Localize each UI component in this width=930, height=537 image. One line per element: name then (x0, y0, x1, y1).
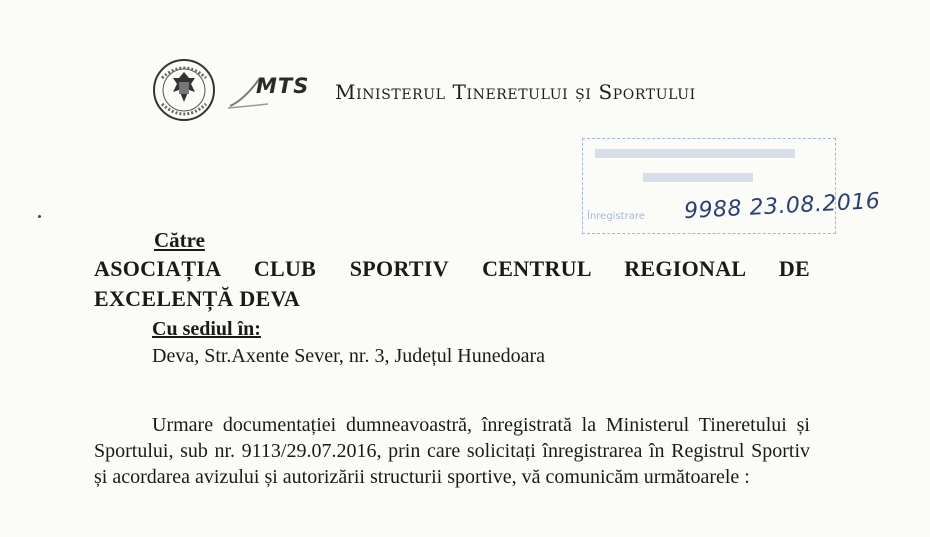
body-paragraph: Urmare documentației dumneavoastră, înregistrată la Ministerul Tineretului și Sportului, sub nr. 9113/29.07.2016, prin care solicitați înregistrarea în Registrul Sportiv și acordarea avizului și autorizării structurii sportive, vă comunicăm următoarele : (94, 414, 810, 488)
ministry-name: Ministerul Tineretului și Sportului (335, 80, 696, 104)
stamp-label: Înregistrare (587, 211, 645, 222)
addressee-address: Deva, Str.Axente Sever, nr. 3, Județul Hunedoara (152, 345, 545, 367)
stamp-handwritten-number: 9988 23.08.2016 (683, 188, 881, 225)
to-label: Către (154, 228, 205, 252)
seat-label: Cu sediul în: (152, 318, 261, 340)
mts-logo-text: MTS (256, 74, 310, 98)
scan-speck (38, 215, 41, 218)
government-seal-icon (152, 52, 216, 128)
addressee-organization: ASOCIAȚIA CLUB SPORTIV CENTRUL REGIONAL DE EXCELENȚĂ DEVA (94, 256, 810, 311)
